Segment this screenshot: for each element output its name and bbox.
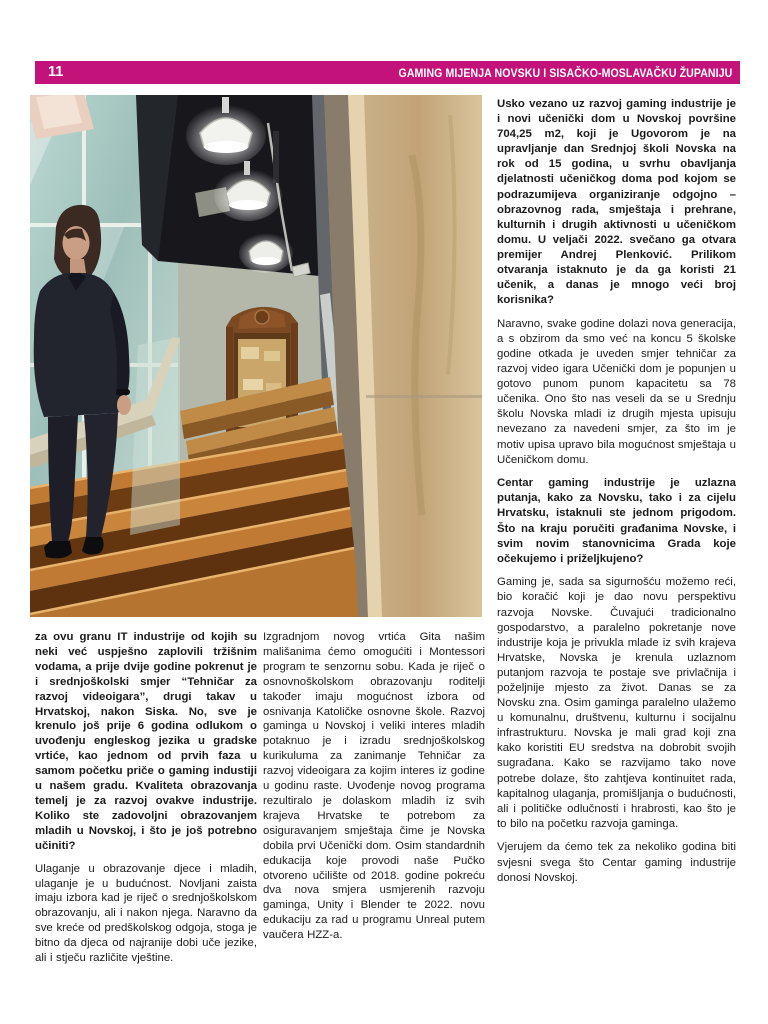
pendant-lamp-icon <box>239 233 293 273</box>
answer-paragraph: Vjerujem da ćemo tek za nekoliko godina biti svjesni svega što Centar gaming industrije donosi Novskoj. <box>497 841 736 884</box>
watch <box>116 389 130 395</box>
answer-paragraph: Gaming je, sada sa sigurnošću možemo reći, bio koračić koji je dao novu perspektivu razvoja Novske. Čuvajući tradicionalno gospodarstvo, a paralelno pokretanje nove industrije koja je privukla mlade iz svih krajeva Hrvatske, Novska je krenula uzlaznom putanjom razvoja te postaje sve privlačnija i poželjnije mjesto za život. Danas se za Novsku zna. Osim gaminga paralelno ulažemo u komunalnu, društvenu, kulturnu i socijalnu infrastrukturu. Novska je mali grad koji zna kako koristiti EU sredstva na dobrobit svojih sugrađana. Kako se razvijamo tako nove potrebe dolaze, što zahtjeva kontinuitet rada, kapitalnog ulaganja, promišljanja o budućnosti, ali i političke odlučnosti i hrabrosti, kao što je to bilo na početku razvoja gaminga. <box>497 576 736 830</box>
page-number: 11 <box>48 64 64 81</box>
header-bar <box>35 61 740 84</box>
column-right <box>497 97 736 894</box>
ceiling-duct <box>273 131 279 183</box>
hand <box>117 395 131 415</box>
answer-paragraph: Naravno, svake godine dolazi nova generacija, a s obzirom da smo već na koncu 5 školske godine otkada je uveden smjer tehničar za razvoj video igara Učenički dom je popunjen u gotovo punom punom kapacitetu sa 78 učenika. Ono što nas veseli da se u Srednju školu Novska mladi iz drugih mjesta upisuju nevezano za navedeni smjer, za što im je motiv upisa upravo bila mogućnost smještaja u Učeničkom domu. <box>497 317 736 466</box>
question-paragraph: za ovu granu IT industrije od kojih su neki već uspješno zaplovili tržišnim vodama, a prije dvije godine pokrenut je i srednjoškolski smjer “Tehničar za razvoj videoigara”, drugi takav u Hrvatskoj, nakon Siska. No, sve je krenulo još prije 6 godina odlukom o uvođenju engleskog jezika u gradske vrtiće, kao jednom od prvih faza u samom početku priče o gaming industiji u našem gradu. Kvaliteta obrazovanja temelj je za razvoj ovakve industrije. Koliko ste zadovoljni obrazovanjem mladih u Novskoj, i što je još potrebno učiniti? <box>35 631 257 852</box>
skylight-inner <box>36 95 82 129</box>
answer-paragraph: Izgradnjom novog vrtića Gita našim mališanima ćemo omogućiti i Montessori program te senzornu sobu. Kada je riječ o osnovnoškolskom obrazovanju roditelji također imaju mogućnost izbora od osnivanja Katoličke osnovne škole. Razvoj gaminga u Novskoj i veliki interes mladih potaknuo je i izradu srednjoškolskog kurikuluma za zanimanje Tehničar za razvoj videoigara za kojim interes iz godine u godinu raste. Uvođenje novog programa rezultiralo je dolaskom mladih iz svih krajeva Hrvatske te potrebom za osiguravanjem smještaja čime je Novska dobila prvi Učenički dom. Osim standardnih edukacija koje provodi naše Pučko otvoreno učilište od 2018. godine pokreću dva nova smjera usmjerenih razvoju gaminga, Unity i Blender te 2022. novu edukaciju za rad u programu Unreal putem vaučera HZZ-a. <box>263 631 485 942</box>
column-left <box>35 630 257 974</box>
header-title: GAMING MIJENJA NOVSKU I SISAČKO-MOSLAVAČKU ŽUPANIJU <box>398 65 732 80</box>
question-paragraph: Usko vezano uz razvoj gaming industrije je i novi učenički dom u Novskoj površine 704,25 m2, koji je Ugovorom je na upravljanje dan Srednjoj školi Novska na rok od 15 godina, u svrhu obavljanja djelatnosti učeničkog doma pod kojom se podrazumijeva organiziranje odgojno – obrazovnog rada, smještaja i prehrane, kulturnih i drugih aktivnosti u učeničkom domu. U veljači 2022. svečano ga otvara premijer Andrej Plenković. Prilikom otvaranja istaknuto je da ga koristi 21 učenik, a danas je mnogo veći broj korisnika? <box>497 98 736 307</box>
column-middle <box>263 630 485 951</box>
article-photo-illustration <box>30 95 482 617</box>
jacket <box>34 273 127 417</box>
shoe <box>44 541 72 558</box>
article-photo <box>30 95 482 617</box>
question-paragraph: Centar gaming industrije je uzlazna putanja, kako za Novsku, tako i za cijelu Hrvatsku, istaknuli ste jednom prigodom. Što na kraju poručiti građanima Novske, i svim novim stanovnicima Grada koje očekujemo i priželjkujeno? <box>497 477 736 565</box>
neck <box>70 259 86 273</box>
answer-paragraph: Ulaganje u obrazovanje djece i mladih, ulaganje je u budućnost. Novljani zaista imaju izbora kad je riječ o srednjoškolskom obrazovanju, ali i nakon njega. Naravno da sve kreće od predškolskog odgoja, stoga je bitno da djeca od najranije dobi uče jezike, ali i stječu različite vještine. <box>35 862 257 965</box>
